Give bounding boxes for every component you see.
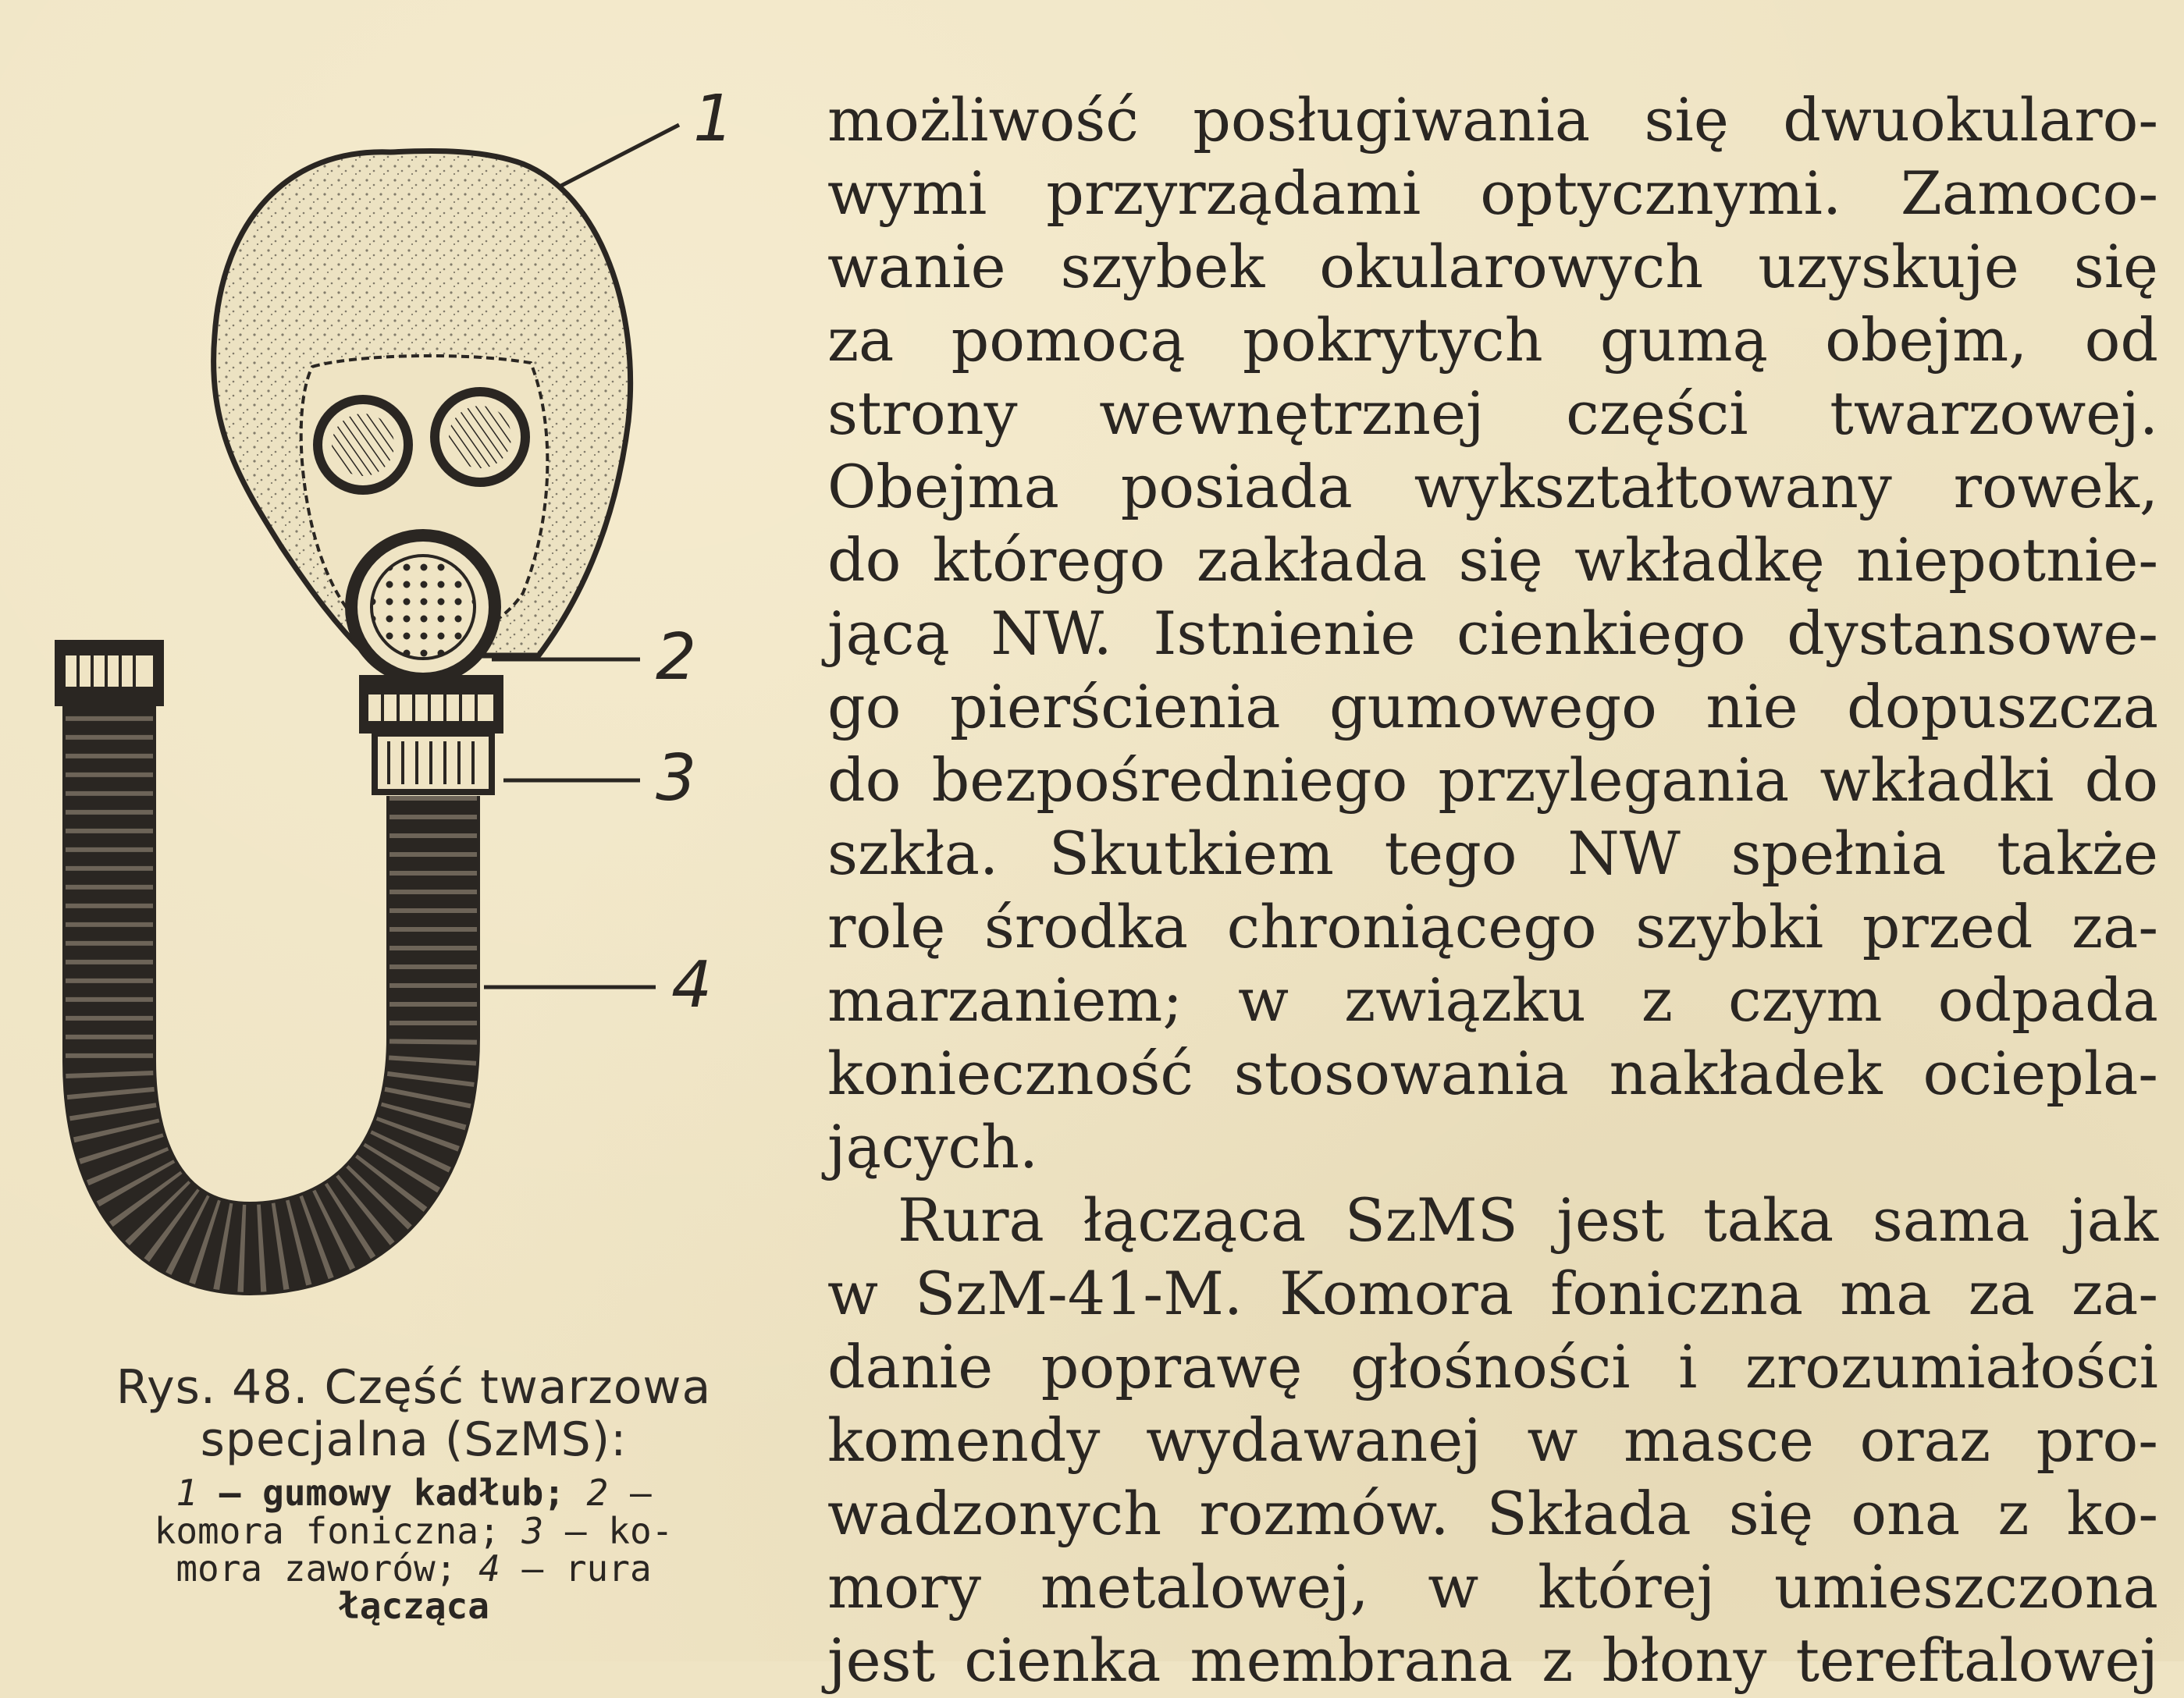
text-line: wanie szybek okularowych uzyskuje się — [827, 232, 2158, 301]
text-line: marzaniem; w związku z czym odpada — [827, 965, 2158, 1035]
text-line: strony wewnętrznej części twarzowej. — [827, 378, 2158, 448]
legend-text-4: — ko- — [543, 1509, 674, 1552]
callout-4: 4 — [671, 948, 713, 1022]
text-line: za pomocą pokrytych gumą obejm, od — [827, 305, 2158, 375]
paragraph-2 — [827, 1185, 2158, 1698]
gas-mask-drawing — [55, 78, 773, 1358]
text-line: możliwość posługiwania się dwuokularo- — [827, 85, 2158, 155]
legend-text-5: mora zaworów; — [176, 1547, 479, 1590]
caption-title-line-1: Rys. 48. Część twarzowa — [116, 1360, 712, 1415]
callout-2: 2 — [656, 620, 697, 694]
text-line: Rura łącząca SzMS jest taka sama jak — [898, 1185, 2158, 1255]
text-line: komendy wydawanej w masce oraz pro- — [827, 1405, 2158, 1475]
text-line: jest cienka membrana z błony tereftalowej — [827, 1625, 2158, 1695]
text-line: wymi przyrządami optycznymi. Zamoco- — [827, 158, 2158, 228]
legend-line-3 — [70, 1547, 757, 1590]
caption-legend — [70, 1472, 757, 1628]
callout-1: 1 — [693, 82, 735, 156]
legend-num-4: 4 — [478, 1547, 500, 1590]
left-eyepiece — [318, 400, 408, 490]
legend-num-2: 2 — [586, 1472, 609, 1515]
callout-3: 3 — [656, 741, 697, 815]
legend-text-1: — gumowy kadłub; — [197, 1472, 587, 1515]
figure-caption — [70, 1360, 757, 1628]
text-line: rolę środka chroniącego szybki przed za- — [827, 892, 2158, 961]
body-text-column — [827, 84, 2158, 1698]
valve-chamber — [359, 675, 503, 792]
caption-title-line-2: specjalna (SzMS): — [200, 1412, 628, 1468]
legend-line-2 — [70, 1509, 757, 1552]
text-line: danie poprawę głośności i zrozumiałości — [827, 1332, 2158, 1401]
legend-num-1: 1 — [176, 1472, 198, 1515]
right-eyepiece — [435, 392, 525, 482]
legend-text-2: — — [608, 1472, 652, 1515]
paragraph-1 — [827, 84, 2158, 1185]
text-line: jących. — [827, 1112, 1039, 1181]
text-line: jącą NW. Istnienie cienkiego dystansowe- — [827, 599, 2158, 668]
legend-line-4 — [70, 1585, 757, 1628]
legend-text-3: komora foniczna; — [154, 1509, 522, 1552]
text-line: Obejma posiada wykształtowany rowek, — [827, 452, 2158, 521]
legend-text-7: łącząca — [338, 1585, 489, 1628]
text-line: do bezpośredniego przylegania wkładki do — [827, 745, 2158, 815]
phonic-chamber — [351, 535, 495, 679]
text-line: do którego zakłada się wkładkę niepotnie- — [827, 525, 2158, 595]
legend-line-1 — [70, 1472, 757, 1515]
text-line: w SzM-41-M. Komora foniczna ma za za- — [827, 1259, 2158, 1328]
legend-num-3: 3 — [521, 1509, 544, 1552]
text-line: konieczność stosowania nakładek ociepla- — [827, 1039, 2158, 1108]
text-line: mory metalowej, w której umieszczona — [827, 1552, 2158, 1622]
text-line: go pierścienia gumowego nie dopuszcza — [827, 672, 2158, 741]
text-line: szkła. Skutkiem tego NW spełnia także — [827, 819, 2158, 888]
legend-text-6: — rura — [500, 1547, 652, 1590]
gas-mask-illustration — [55, 78, 773, 1358]
text-line: wadzonych rozmów. Składa się ona z ko- — [827, 1479, 2158, 1548]
